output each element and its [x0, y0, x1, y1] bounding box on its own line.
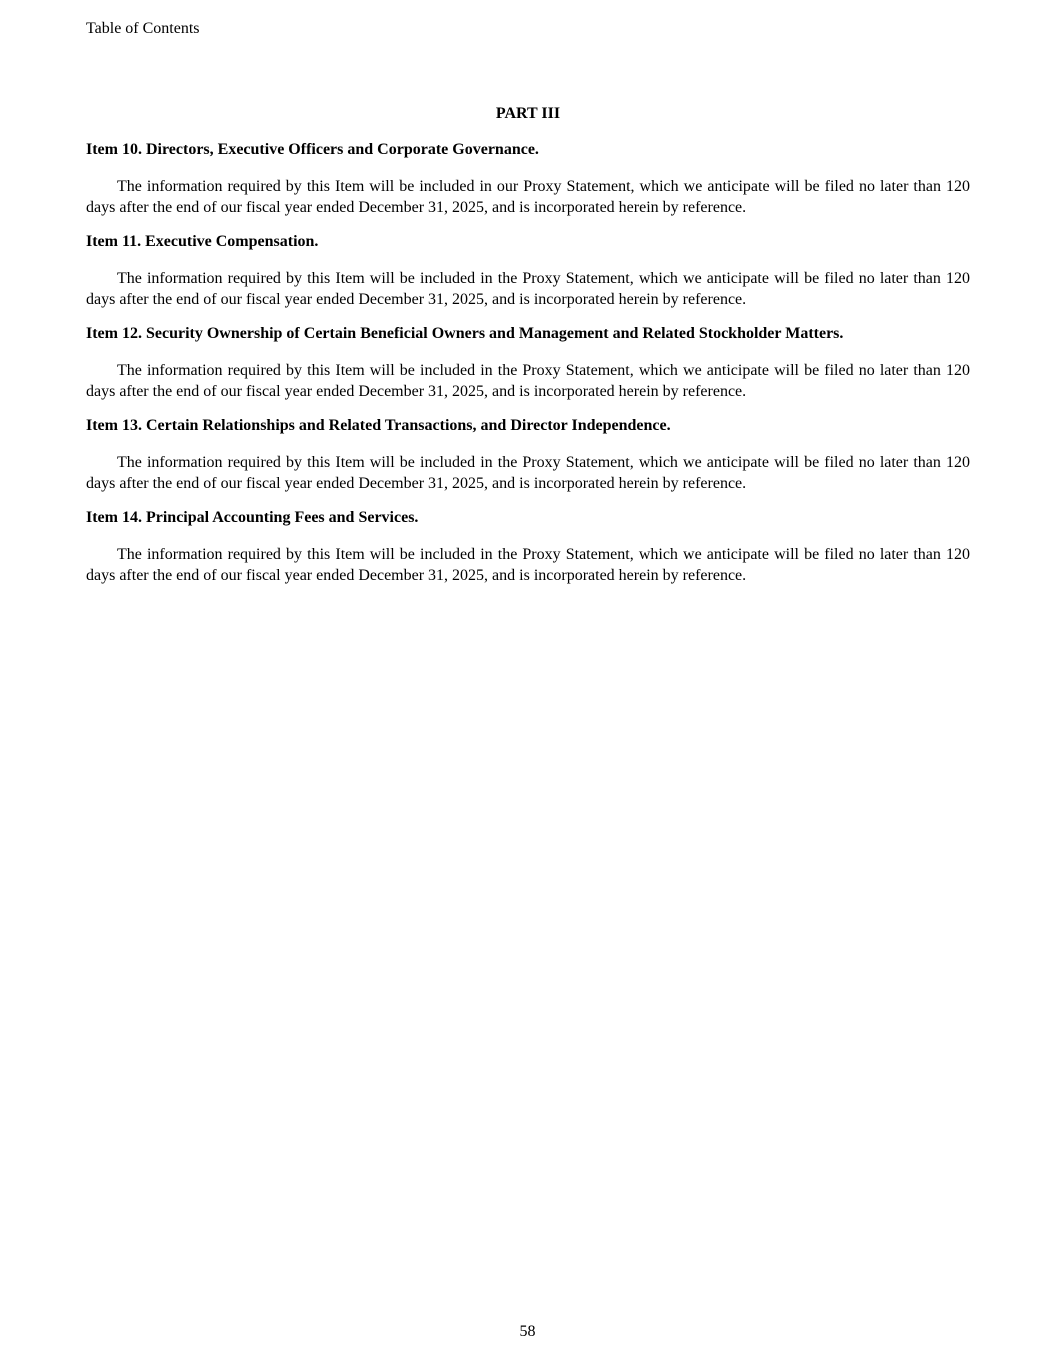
item-14-section: [86, 508, 970, 586]
item-13-section: [86, 416, 970, 494]
item-14-heading: Item 14. Principal Accounting Fees and Services.: [86, 509, 419, 526]
item-12-section: [86, 324, 970, 402]
document-body: [86, 104, 970, 600]
item-11-heading: Item 11. Executive Compensation.: [86, 233, 319, 250]
page-number: 58: [519, 1323, 536, 1340]
item-12-body: The information required by this Item will be included in the Proxy Statement, which we anticipate will be filed no later than 120 days after the end of our fiscal year ended December 31, 2025, and is incorporated herein by reference.: [86, 362, 970, 400]
item-10-heading: Item 10. Directors, Executive Officers and Corporate Governance.: [86, 141, 539, 158]
item-10-body: The information required by this Item will be included in our Proxy Statement, which we anticipate will be filed no later than 120 days after the end of our fiscal year ended December 31, 2025, and is incorporated herein by reference.: [86, 178, 970, 216]
item-13-body: The information required by this Item will be included in the Proxy Statement, which we anticipate will be filed no later than 120 days after the end of our fiscal year ended December 31, 2025, and is incorporated herein by reference.: [86, 454, 970, 492]
part-title: PART III: [495, 105, 561, 122]
item-11-section: [86, 232, 970, 310]
item-14-body: The information required by this Item will be included in the Proxy Statement, which we anticipate will be filed no later than 120 days after the end of our fiscal year ended December 31, 2025, and is incorporated herein by reference.: [86, 546, 970, 584]
table-of-contents-link[interactable]: Table of Contents: [86, 20, 200, 37]
item-12-heading: Item 12. Security Ownership of Certain Beneficial Owners and Management and Related Stockholder Matters.: [86, 325, 844, 342]
item-11-body: The information required by this Item will be included in the Proxy Statement, which we anticipate will be filed no later than 120 days after the end of our fiscal year ended December 31, 2025, and is incorporated herein by reference.: [86, 270, 970, 308]
item-10-section: [86, 140, 970, 218]
item-13-heading: Item 13. Certain Relationships and Related Transactions, and Director Independence.: [86, 417, 671, 434]
